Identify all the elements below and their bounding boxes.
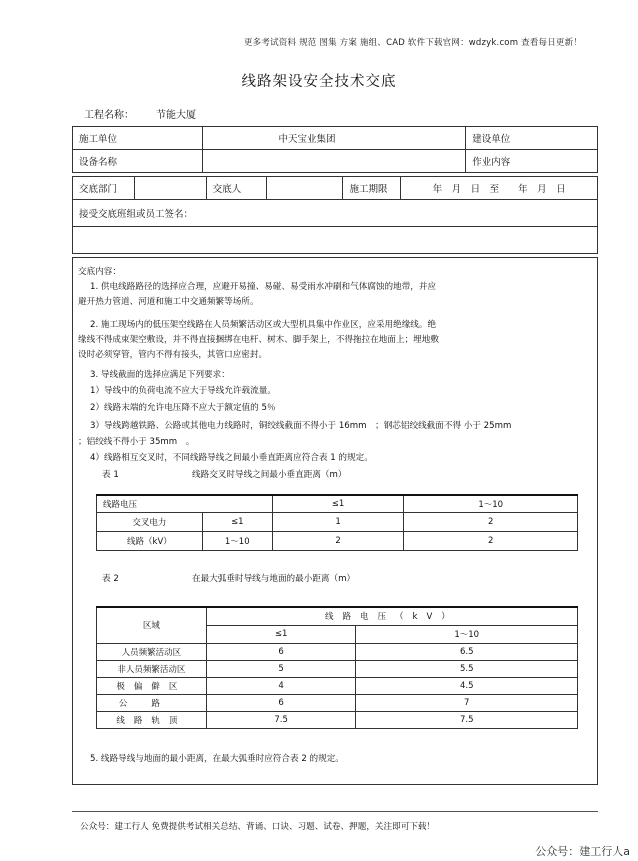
table2-head-col1: ≤1 [206, 625, 356, 643]
construction-unit-value: 中天宝业集团 [202, 127, 466, 150]
table1-head-voltage: 线路电压 [97, 495, 273, 512]
content-line-3: 2. 施工现场内的低压架空线路在人员频繁活动区或大型机具集中作业区，应采用绝缘线。绝 [90, 320, 437, 330]
table-row [97, 711, 578, 728]
table2-r3-zone: 极偏僻区 [97, 677, 207, 694]
content-line-8: 2）线路末端的允许电压降不应大于额定值的 5％ [90, 403, 276, 413]
watermark: 公众号：建工行人a [535, 845, 630, 858]
content-line-9: 3）导线跨越铁路、公路或其他电力线路时，铜绞线截面不得小于 16mm ；钢芯铝绞线截面不得 小于 25mm [90, 421, 512, 431]
work-content-label: 作业内容 [466, 150, 598, 173]
content-line-10: ；铝绞线不得小于 35mm 。 [78, 437, 195, 447]
table1-row2-val1: 2 [272, 531, 404, 550]
table2-head-zone: 区域 [97, 607, 207, 643]
table2-label: 表 2 [102, 574, 119, 584]
table2-caption: 在最大弧垂时导线与地面的最小距离（m） [192, 574, 356, 584]
content-line-11: 4）线路相互交叉时，不同线路导线之间最小垂直距离应符合表 1 的规定。 [90, 453, 373, 463]
table1-row2-label: 线路（kV） [97, 531, 203, 550]
table2-r2-v1: 5 [206, 660, 356, 677]
person-label: 交底人 [206, 177, 266, 200]
project-name [84, 106, 218, 121]
table2-r1-v1: 6 [206, 643, 356, 660]
period-value: 年 月 日 至 年 月 日 [401, 177, 598, 200]
table2-r1-v2: 6.5 [356, 643, 578, 660]
table2-r4-v1: 6 [206, 694, 356, 711]
table2-r2-v2: 5.5 [356, 660, 578, 677]
building-unit-label: 建设单位 [466, 127, 598, 150]
equipment-label: 设备名称 [73, 150, 203, 173]
table2-head-col2: 1～10 [356, 625, 578, 643]
table2 [96, 606, 578, 729]
table-row [97, 694, 578, 711]
content-line-5: 设时必须穿管，管内不得有接头，其管口应密封。 [78, 350, 268, 360]
table2-r5-zone: 线路轨顶 [97, 711, 207, 728]
table2-r1-zone: 人员频繁活动区 [97, 643, 207, 660]
table1-row1-label: 交叉电力 [97, 512, 203, 531]
table1-row1-range: ≤1 [202, 512, 272, 531]
table1-row1-val2: 2 [404, 512, 578, 531]
table1-label: 表 1 [102, 470, 119, 480]
header-note: 更多考试资料 规范 图集 方案 施组、CAD 软件下载官网：wdzyk.com 查看每日更新！ [243, 38, 582, 48]
content-line-2: 避开热力管道、河道和施工中交通频繁等场所。 [78, 297, 259, 307]
table2-r3-v2: 4.5 [356, 677, 578, 694]
table-row [97, 512, 578, 531]
footer-note: 公众号：建工行人 免费提供考试相关总结、背诵、口诀、习题、试卷、押题，关注即可下载！ [80, 822, 436, 832]
table2-r5-v1: 7.5 [206, 711, 356, 728]
table1-head-col1: ≤1 [272, 495, 404, 512]
table2-head-voltage: 线路电压（kV） [206, 607, 577, 625]
construction-unit-label: 施工单位 [73, 127, 203, 150]
info-table-row3 [72, 176, 598, 254]
table2-r4-zone: 公路 [97, 694, 207, 711]
table-row [97, 660, 578, 677]
table-row [97, 531, 578, 550]
content-final-line: 5. 线路导线与地面的最小距离，在最大弧垂时应符合表 2 的规定。 [90, 754, 344, 764]
table2-r4-v2: 7 [356, 694, 578, 711]
content-heading: 交底内容： [78, 267, 121, 277]
table-row [97, 643, 578, 660]
table2-r5-v2: 7.5 [356, 711, 578, 728]
table1-caption: 线路交叉时导线之间最小垂直距离（m） [192, 470, 347, 480]
footer-divider [72, 811, 598, 812]
info-table [72, 126, 598, 173]
content-line-4: 缘线不得成束架空敷设，并不得直接捆绑在电杆、树木、脚手架上，不得拖拉在地面上；埋地敷 [78, 335, 439, 345]
equipment-value [202, 150, 466, 173]
signature-area [73, 227, 598, 254]
period-label: 施工期限 [343, 177, 401, 200]
signature-label: 接受交底班组或员工签名： [73, 200, 598, 227]
table1 [96, 494, 578, 551]
table1-head-col2: 1～10 [404, 495, 578, 512]
dept-value [134, 177, 206, 200]
content-line-7: 1）导线中的负荷电流不应大于导线允许载流量。 [90, 386, 276, 396]
project-value: 节能大厦 [156, 110, 196, 121]
table1-row2-val2: 2 [404, 531, 578, 550]
project-label: 工程名称： [84, 110, 134, 121]
table1-row1-val1: 1 [272, 512, 404, 531]
table1-row2-range: 1～10 [202, 531, 272, 550]
table-row [97, 677, 578, 694]
dept-label: 交底部门 [73, 177, 135, 200]
table2-r3-v1: 4 [206, 677, 356, 694]
content-line-6: 3. 导线截面的选择应满足下列要求： [90, 370, 230, 380]
table2-r2-zone: 非人员频繁活动区 [97, 660, 207, 677]
person-value [266, 177, 343, 200]
page-title: 线路架设安全技术交底 [241, 74, 397, 90]
content-line-1: 1. 供电线路路径的选择应合理，应避开易撞、易碰、易受雨水冲刷和气体腐蚀的地带，并应 [90, 282, 437, 292]
